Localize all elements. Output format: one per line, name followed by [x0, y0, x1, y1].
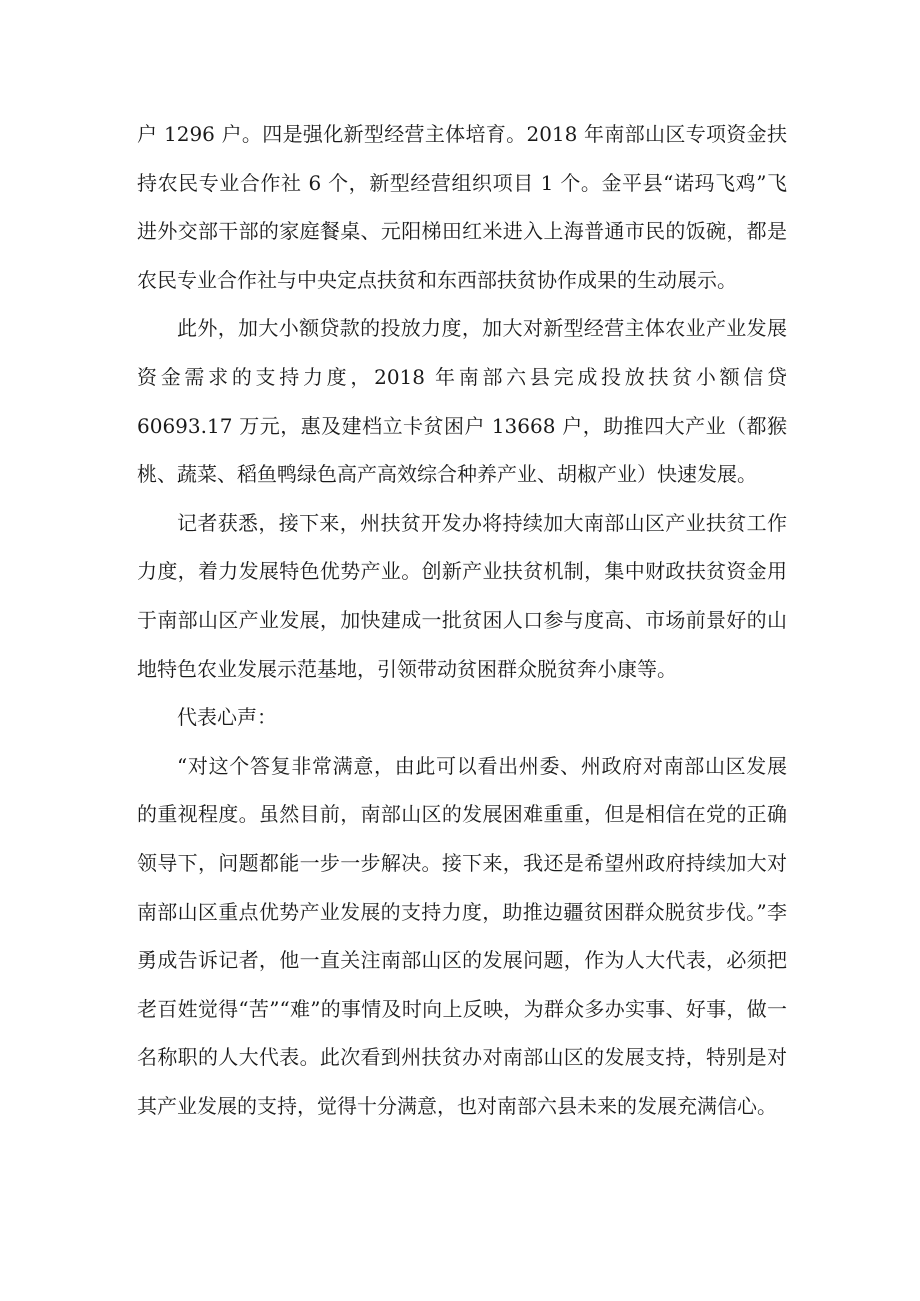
paragraph-quote: “对这个答复非常满意，由此可以看出州委、州政府对南部山区发展的重视程度。虽然目前，南部山区的发展困难重重，但是相信在党的正确领导下，问题都能一步一步解决。接下来，我还是希望州政府持续加大对南部山区重点优势产业发展的支持力度，助推边疆贫困群众脱贫步伐。”李勇成告诉记者，他一直关注南部山区的发展问题，作为人大代表，必须把老百姓觉得“苦”“难”的事情及时向上反映，为群众多办实事、好事，做一名称职的人大代表。此次看到州扶贫办对南部山区的发展支持，特别是对其产业发展的支持，觉得十分满意，也对南部六县未来的发展充满信心。 [137, 753, 787, 1118]
document-body [137, 110, 787, 1130]
paragraph-2: 此外，加大小额贷款的投放力度，加大对新型经营主体农业产业发展资金需求的支持力度，2018 年南部六县完成投放扶贫小额信贷 60693.17 万元，惠及建档立卡贫困户 13668 户，助推四大产业（都猴桃、蔬菜、稻鱼鸭绿色高产高效综合种养产业、胡椒产业）快速发展。 [137, 316, 787, 487]
section-heading-representative-voice: 代表心声： [177, 705, 277, 730]
paragraph-1: 户 1296 户。四是强化新型经营主体培育。2018 年南部山区专项资金扶持农民专业合作社 6 个，新型经营组织项目 1 个。金平县“诺玛飞鸡”飞进外交部干部的家庭餐桌、元阳梯田红米进入上海普通市民的饭碗，都是农民专业合作社与中央定点扶贫和东西部扶贫协作成果的生动展示。 [137, 122, 787, 292]
paragraph-3: 记者获悉，接下来，州扶贫开发办将持续加大南部山区产业扶贫工作力度，着力发展特色优势产业。创新产业扶贫机制，集中财政扶贫资金用于南部山区产业发展，加快建成一批贫困人口参与度高、市场前景好的山地特色农业发展示范基地，引领带动贫困群众脱贫奔小康等。 [137, 510, 787, 681]
